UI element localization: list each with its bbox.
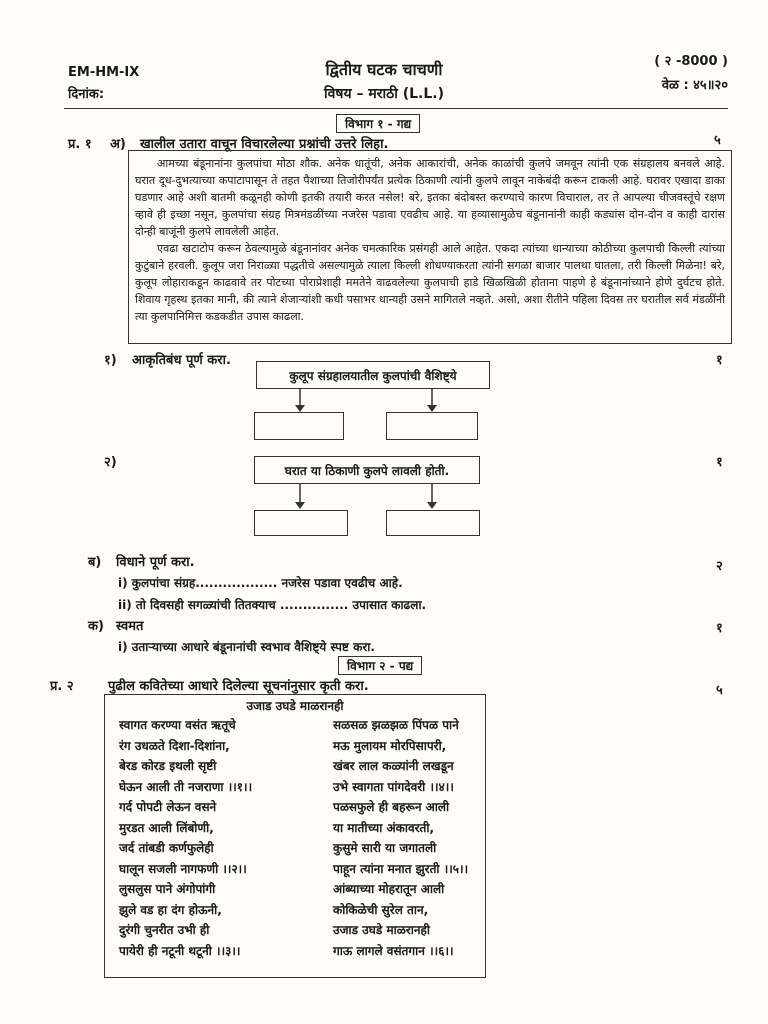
question-2-number: प्र. २ — [50, 679, 74, 694]
flowchart-1-blank-2[interactable] — [386, 412, 478, 440]
total-marks: ( २ -8000 ) — [654, 54, 728, 69]
flowchart-1-blank-1[interactable] — [254, 412, 344, 440]
poem-right-column — [333, 715, 468, 961]
poem-line: पाहून त्यांना मनात झुरती ।।५।। — [333, 861, 469, 876]
poem-line: झुले वड हा दंग होऊनी, — [119, 902, 222, 917]
flowchart-2-blank-2[interactable] — [386, 510, 480, 536]
passage-paragraph-2: एवढा खटाटोप करून ठेवल्यामुळे बंडूनानांवर अनेक चमत्कारिक प्रसंगही आले आहेत. एकदा त्यांच्या धान्याच्या कोठीच्या कुलपाची किल्ली त्यांच्या कुटुंबाने हरवली. कुलूप जरा निराळ्या पद्धतीचे असल्यामुळे त्याला किल्ली शोधण्याकरता त्यांनी सगळा बाजार पालथा घातला, तरी किल्ली मिळेना! बरे, कुलूप लोहाराकडून काढवावे तर पोटच्या पोराप्रेशाही ममतेने वाढवलेल्या कुलपाची हाडे खिळखिळी होताना पाहणे हे बंडूनानांच्याने होणे दुर्घटच होते. शिवाय गृहस्थ इतका मानी, की त्याने शेजाऱ्यांशी कधी पसाभर धान्यही उसने मागितले नव्हते. असो, अशा रीतीने पहिला दिवस तर घरातील सर्व मंडळींनी त्या कुलपानिमित्त कडकडीत उपास काढला. — [135, 242, 725, 323]
poem-line: उजाड उघडे माळरानही — [333, 923, 431, 937]
subquestion-1-marks: १ — [716, 353, 723, 368]
subquestion-1-number: १) — [104, 353, 117, 368]
poem-left-column — [119, 715, 252, 961]
exam-code: EM-HM-IX — [68, 65, 140, 80]
comprehension-passage — [128, 150, 732, 344]
section-2-heading: विभाग २ - पद्य — [338, 656, 422, 675]
header-center — [0, 58, 768, 103]
header-right — [654, 50, 728, 98]
poem-line: मुरडत आली लिंबोणी, — [119, 820, 214, 835]
flowchart-2-title: घरात या ठिकाणी कुलपे लावली होती. — [254, 456, 480, 484]
part-b-marks: २ — [716, 559, 723, 574]
flowchart-1-title: कुलूप संग्रहालयातील कुलपांची वैशिष्ट्ये — [256, 361, 490, 389]
section-1-heading: विभाग १ - गद्य — [336, 114, 420, 133]
poem-line: स्वागत करण्या वसंत ऋतूचे — [119, 718, 236, 732]
poem-line: सळसळ झळझळ पिंपळ पाने — [333, 718, 459, 732]
poem-line: पायेरी ही नटूनी थटूनी ।।३।। — [119, 943, 241, 958]
poem-line: कुसुमे सारी या जगातली — [333, 841, 437, 855]
exam-time: वेळ : ४५॥२० — [661, 78, 728, 93]
part-b-item-2: ii) तो दिवसही सगळ्यांची तितक्याच ............... उपासात काढला. — [118, 598, 427, 612]
part-c-marks: १ — [716, 621, 723, 636]
poem-line: कोकिळेची सुरेल तान, — [333, 902, 429, 917]
subquestion-2-marks: १ — [716, 455, 723, 470]
exam-subject: विषय – मराठी (L.L.) — [323, 86, 444, 102]
flowchart-1-arrows — [240, 388, 500, 414]
flowchart-2-blank-1[interactable] — [254, 510, 348, 536]
poem-line: जर्द तांबडी कर्णफुलेही — [119, 841, 214, 855]
poem-line: दुरंगी चुनरीत उभी ही — [119, 923, 210, 937]
part-b-label: विधाने पूर्ण करा. — [116, 555, 195, 570]
subquestion-1-label: आकृतिबंध पूर्ण करा. — [132, 353, 231, 368]
question-2-marks: ५ — [716, 683, 723, 698]
poem-line: मऊ मुलायम मोरपिसापरी, — [333, 738, 447, 753]
question-1-number: प्र. १ — [68, 137, 92, 152]
part-c-number: क) — [88, 619, 104, 634]
question-2-text: पुढील कवितेच्या आधारे दिलेल्या सूचनांनुसार कृती करा. — [108, 679, 369, 694]
subquestion-2-number: २) — [104, 455, 117, 470]
poem-line: लुसलुस पाने अंगोपांगी — [119, 882, 216, 896]
question-1-text: खालील उतारा वाचून विचारलेल्या प्रश्नांची उत्तरे लिहा. — [140, 137, 389, 152]
poem-line: खंबर लाल कळ्यांनी लखडून — [333, 759, 454, 773]
poem-title: उजाड उघडे माळरानही — [246, 699, 344, 713]
part-b-item-1: i) कुलपांचा संग्रह.................. नजरेस पडावा एवढीच आहे. — [118, 576, 403, 590]
poem-line: या मातीच्या अंकावरती, — [333, 820, 435, 835]
poem-line: बेरड कोरड इथली सृष्टी — [119, 759, 217, 773]
poem-box — [104, 694, 486, 978]
passage-paragraph-1: आमच्या बंडूनानांना कुलपांचा मोठा शौक. अनेक धातूंची, अनेक आकारांची, अनेक काळांची कुलपे जमवून त्यांनी एक संग्रहालय बनवले आहे. घरात दूध-दुभत्याच्या कपाटापासून ते तहत पैशाच्या तिजोरीपर्यंत प्रत्येक ठिकाणी त्यांनी कुलपे लावून नाकेबंदी करून टाकली आहे. घरावर एखादा डाका घडणार आहे अशी बातमी कळूनही कोणी इतकी तयारी करत नसेल! बरे, इतका बंदोबस्त करण्याचे कारण विचाराल, तर ते आपल्या चीजवस्तूंचे रक्षण व्हावे ही इच्छा नसून, कुलपांचा संग्रह मित्रमंडळींच्या नजरेस पडावा एवढीच आहे. या हव्यासामुळेच बंडूनानांनी काही कड्यांस दोन-दोन व काही दारांस दोन्ही बाजूंनी कुलपे लावलेली आहेत. — [135, 157, 725, 238]
poem-line: घेऊन आली ती नजराणा ।।१।। — [119, 779, 253, 794]
poem-line: गर्द पोपटी लेऊन वसने — [119, 800, 217, 814]
date-label: दिनांक: — [68, 87, 105, 102]
part-c-label: स्वमत — [116, 619, 144, 634]
poem-line: गाऊ लागले वसंतगान ।।६।। — [333, 943, 454, 958]
flowchart-2-arrows — [240, 483, 500, 511]
poem-line: घालून सजली नागफणी ।।२।। — [119, 861, 247, 876]
poem-line: उभे स्वागता पांगदेवरी ।।४।। — [333, 779, 454, 794]
poem-line: रंग उधळते दिशा-दिशांना, — [119, 738, 230, 753]
part-b-number: ब) — [88, 555, 102, 570]
poem-line: आंब्याच्या मोहरातून आली — [333, 882, 445, 896]
question-1-sub: अ) — [110, 137, 126, 152]
header-divider — [64, 108, 728, 109]
question-1-marks: ५ — [714, 133, 721, 148]
poem-line: पळसफुले ही बहरून आली — [333, 800, 450, 814]
part-c-item: i) उताऱ्याच्या आधारे बंडूनानांची स्वभाव वैशिष्ट्ये स्पष्ट करा. — [118, 640, 375, 654]
exam-title: द्वितीय घटक चाचणी — [325, 60, 443, 79]
